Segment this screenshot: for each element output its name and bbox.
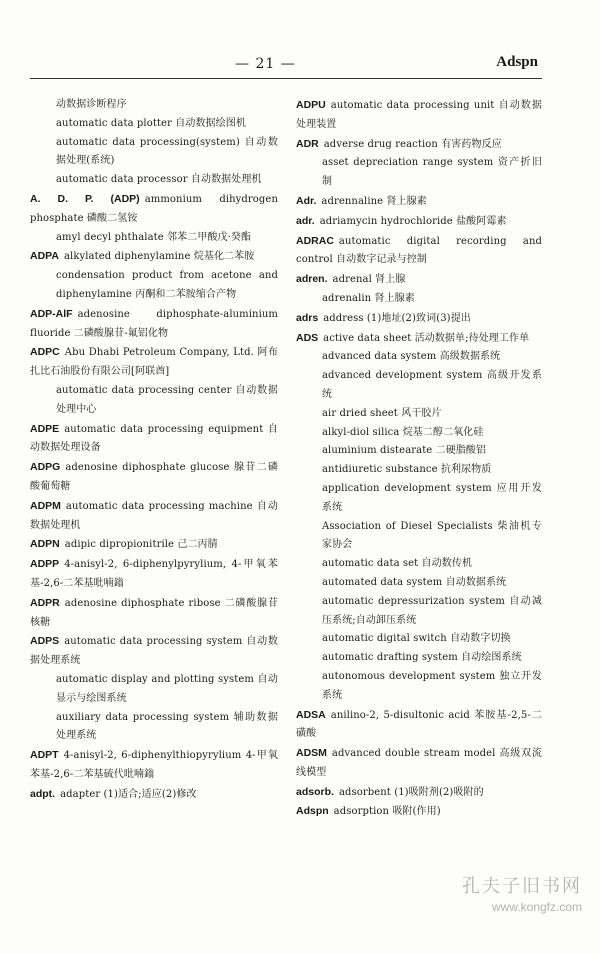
dictionary-entry <box>296 802 542 822</box>
sub-entry <box>30 709 278 747</box>
entry-headword: Adspn <box>296 805 329 818</box>
entry-definition: address (1)地址(2)致词(3)提出 <box>323 312 471 324</box>
entry-definition: alkyl-diol silica 烷基二醇二氧化硅 <box>322 426 484 438</box>
entry-definition: autonomous development system 独立开发系统 <box>322 670 542 701</box>
entry-headword: ADPE <box>30 422 60 435</box>
entry-definition: 4-anisyl-2, 6-diphenylpyrylium, 4-甲氧苯基-2,6-二苯基吡喃鎓 <box>30 559 278 589</box>
entry-headword: ADPU <box>296 99 326 111</box>
entry-definition: adrenalin 肾上腺素 <box>322 292 415 304</box>
entry-definition: automatic digital recording and control 自动数字记录与控制 <box>296 235 542 266</box>
dictionary-entry <box>30 305 278 344</box>
sub-entry <box>296 405 542 424</box>
dictionary-entry <box>296 232 542 271</box>
header-rule <box>30 78 542 79</box>
entry-headword: Adr. <box>296 194 317 207</box>
dictionary-entry <box>30 594 278 633</box>
sub-entry <box>30 382 278 420</box>
entry-definition: adapter (1)适合;适应(2)修改 <box>60 788 197 800</box>
left-column <box>30 96 278 804</box>
entry-definition: automatic data processing machine 自动数据处理机 <box>30 500 278 531</box>
entry-definition: application development system 应用开发系统 <box>322 482 542 513</box>
sub-entry <box>296 649 542 668</box>
dictionary-entry <box>296 192 542 212</box>
dictionary-entry <box>30 746 278 785</box>
guide-word: Adspn <box>496 54 538 70</box>
dictionary-entry <box>296 135 542 155</box>
entry-headword: ADPP <box>30 558 60 571</box>
entry-definition: anilino-2, 5-disultonic acid 苯胺基-2,5-二磺酸 <box>296 709 542 740</box>
entry-definition: 4-anisyl-2, 6-diphenylthiopyrylium 4-甲氧苯基-2,6-二苯基硫代吡喃鎓 <box>30 750 278 780</box>
entry-definition: automated data system 自动数据系统 <box>322 576 507 588</box>
entry-definition: antidiuretic substance 抗利尿物质 <box>322 464 492 476</box>
dictionary-entry <box>296 744 542 783</box>
sub-entry <box>296 154 542 192</box>
entry-headword: ADR <box>296 137 319 150</box>
entry-definition: auxiliary data processing system 辅助数据处理系统 <box>56 711 278 742</box>
sub-entry <box>296 668 542 706</box>
entry-headword: ADPM <box>30 499 61 512</box>
entry-headword: ADPA <box>30 250 59 263</box>
entry-headword: ADPG <box>30 461 61 474</box>
entry-headword: ADPC <box>30 346 60 359</box>
dictionary-entry <box>296 309 542 329</box>
entry-definition: automatic data processing(system) 自动数据处理(系统) <box>56 136 278 167</box>
entry-definition: adriamycin hydrochloride 盐酸阿霉素 <box>319 215 507 227</box>
sub-entry <box>296 555 542 574</box>
entry-headword: ADPS <box>30 635 60 648</box>
entry-definition: automatic data processing center 自动数据处理中心 <box>56 384 278 415</box>
page-header <box>0 52 600 78</box>
sub-entry <box>296 480 542 518</box>
dictionary-entry <box>296 212 542 232</box>
entry-headword: adr. <box>296 214 315 227</box>
entry-headword: adsorb. <box>296 785 334 798</box>
dictionary-entry <box>30 785 278 805</box>
entry-definition: Abu Dhabi Petroleum Company, Ltd. 阿布扎比石油股份有限公司[阿联酋] <box>30 347 278 378</box>
entry-headword: ADPR <box>30 596 60 609</box>
entry-definition: active data sheet 活动数据单;待处理工作单 <box>323 332 530 344</box>
entry-definition: asset depreciation range system 资产折旧制 <box>322 157 542 188</box>
dictionary-entry <box>30 535 278 555</box>
dictionary-entry <box>30 343 278 382</box>
entry-definition: air dried sheet 风干胶片 <box>322 407 442 419</box>
entry-definition: advanced data system 高级数据系统 <box>322 351 501 363</box>
dictionary-entry <box>30 420 278 459</box>
entry-definition: aluminium distearate 二硬脂酸铝 <box>322 445 487 457</box>
watermark-url: www.kongfz.com <box>491 900 582 914</box>
dictionary-entry <box>296 783 542 803</box>
entry-headword: A. D. P. (ADP) <box>30 192 140 205</box>
entry-definition: automatic data processing system 自动数据处理系统 <box>30 636 278 667</box>
entry-definition: adsorbent (1)吸附剂(2)吸附的 <box>338 786 484 798</box>
sub-entry <box>296 424 542 443</box>
sub-entry <box>296 518 542 556</box>
sub-entry <box>296 593 542 631</box>
entry-definition: amyl decyl phthalate 邻苯二甲酸戊·癸酯 <box>56 231 252 243</box>
entry-definition: condensation product from acetone and diphenylamine 丙酮和二苯胺缩合产物 <box>56 270 278 300</box>
entry-definition: adenosine diphosphate-aluminium fluoride 二磷酸腺苷-氟铝化物 <box>30 308 278 339</box>
sub-entry <box>30 96 278 115</box>
dictionary-entry <box>30 497 278 536</box>
entry-definition: automatic data processing unit 自动数据处理装置 <box>296 100 542 130</box>
sub-entry <box>30 267 278 305</box>
dictionary-entry <box>30 458 278 497</box>
sub-entry <box>296 290 542 309</box>
sub-entry <box>30 134 278 172</box>
dictionary-entry <box>30 632 278 671</box>
entry-headword: adpt. <box>30 787 56 800</box>
sub-entry <box>30 229 278 248</box>
dictionary-entry <box>30 247 278 267</box>
entry-definition: ammonium dihydrogen phosphate 磷酸二氢铵 <box>30 193 278 224</box>
sub-entry <box>296 442 542 461</box>
entry-headword: ADPT <box>30 749 59 762</box>
entry-definition: automatic depressurization system 自动减压系统;自动卸压系统 <box>322 595 542 626</box>
entry-definition: automatic display and plotting system 自动显示与绘图系统 <box>56 673 278 704</box>
sub-entry <box>296 367 542 405</box>
sub-entry <box>30 671 278 709</box>
entry-headword: ADSA <box>296 708 326 721</box>
sub-entry <box>30 115 278 134</box>
dictionary-entry <box>296 329 542 349</box>
dictionary-entry <box>30 555 278 594</box>
sub-entry <box>296 348 542 367</box>
dictionary-entry <box>296 706 542 745</box>
sub-entry <box>296 574 542 593</box>
watermark-title: 孔夫子旧书网 <box>462 876 582 897</box>
entry-definition: alkylated diphenylamine 烷基化二苯胺 <box>63 251 255 263</box>
entry-definition: automatic data plotter 自动数据绘图机 <box>56 117 246 129</box>
entry-definition: adenosine diphosphate ribose 二磷酸腺苷核糖 <box>30 597 278 628</box>
entry-definition: automatic digital switch 自动数字切换 <box>322 633 511 645</box>
entry-definition: adrenal 肾上腺 <box>332 274 406 286</box>
page-number: — 21 — <box>235 56 296 72</box>
sub-entry <box>296 461 542 480</box>
entry-definition: automatic data set 自动数传机 <box>322 558 473 570</box>
entry-definition: adenosine diphosphate glucose 腺苷二磷酸葡萄糖 <box>30 462 278 492</box>
entry-headword: ADSM <box>296 747 327 760</box>
entry-headword: adrs <box>296 311 319 324</box>
entry-definition: automatic data processing equipment 自动数据处理设备 <box>30 423 278 454</box>
entry-definition: 动数据诊断程序 <box>56 99 127 110</box>
watermark <box>382 872 582 914</box>
sub-entry <box>30 171 278 190</box>
dictionary-entry <box>296 270 542 290</box>
entry-definition: automatic data processor 自动数据处理机 <box>56 174 262 186</box>
entry-headword: adren. <box>296 273 328 286</box>
dictionary-entry <box>296 96 542 135</box>
entry-definition: automatic drafting system 自动绘图系统 <box>322 652 522 664</box>
right-column <box>296 96 542 822</box>
entry-definition: adverse drug reaction 有害药物反应 <box>323 138 502 150</box>
entry-definition: adrennaline 肾上腺素 <box>321 195 427 207</box>
entry-definition: advanced double stream model 高级双流线模型 <box>296 748 542 778</box>
entry-headword: ADPN <box>30 538 60 551</box>
entry-definition: adipic dipropionitrile 己二丙腈 <box>64 539 218 551</box>
entry-definition: Association of Diesel Specialists 柴油机专家协会 <box>322 520 542 551</box>
entry-headword: ADS <box>296 331 319 344</box>
entry-definition: adsorption 吸附(作用) <box>333 806 441 818</box>
entry-definition: advanced development system 高级开发系统 <box>322 370 542 400</box>
dictionary-entry <box>30 190 278 229</box>
entry-headword: ADRAC <box>296 234 334 247</box>
entry-headword: ADP-AlF <box>30 307 73 320</box>
sub-entry <box>296 630 542 649</box>
